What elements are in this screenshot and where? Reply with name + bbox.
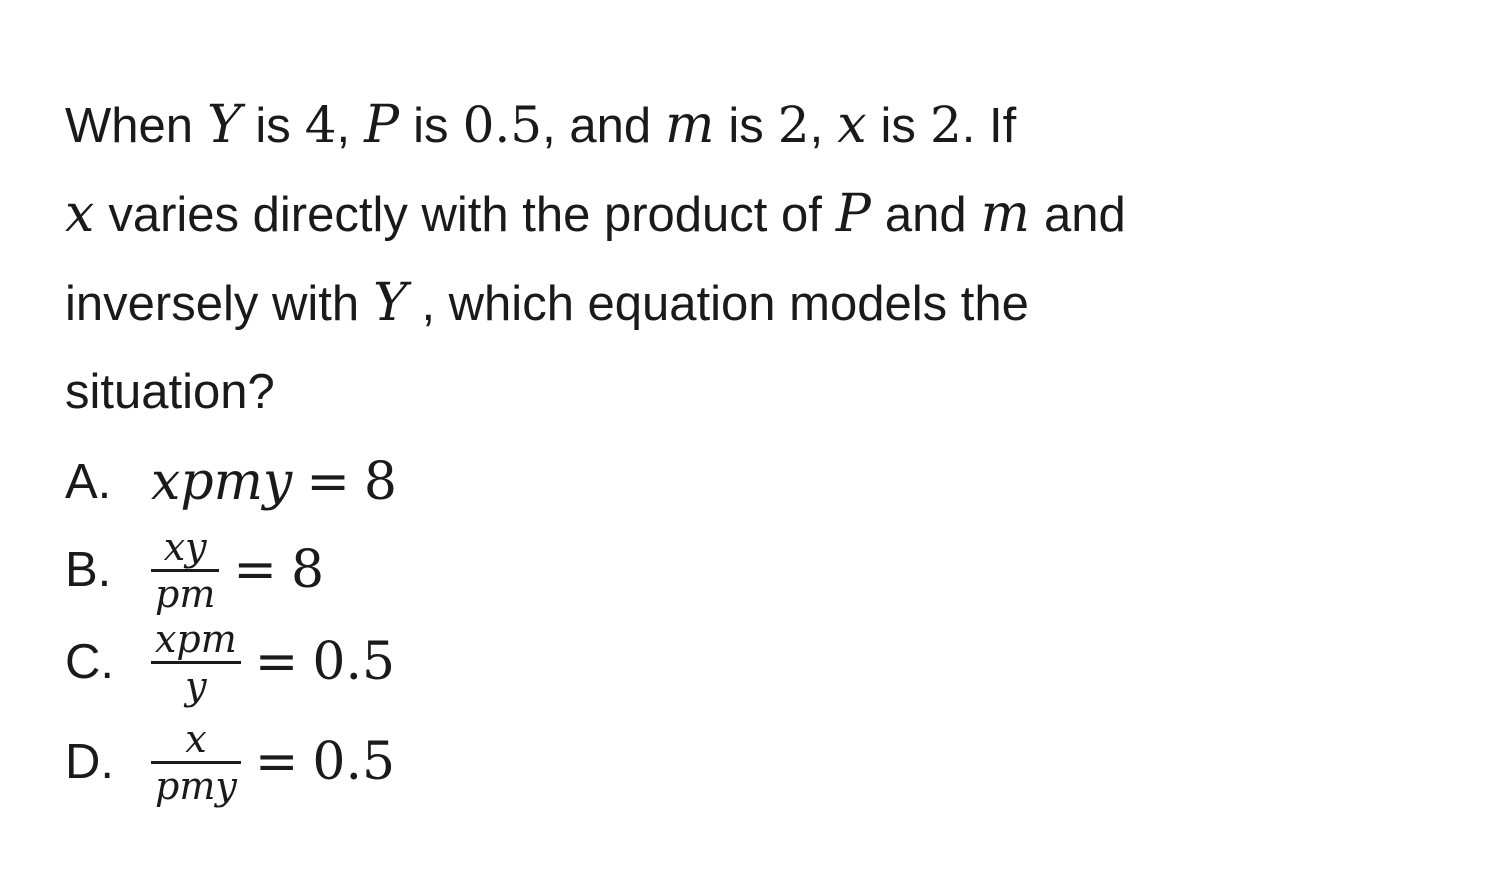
answer-option-d[interactable]	[65, 712, 395, 812]
math-number: 2	[777, 96, 810, 154]
math-variable: P	[835, 184, 871, 244]
equals-sign: =	[306, 452, 350, 512]
math-variable: Y	[207, 95, 242, 155]
math-number: 2	[929, 96, 962, 154]
question-text: ,	[336, 99, 351, 153]
question-text: and	[884, 188, 967, 242]
option-label: B.	[65, 543, 112, 597]
question-text: and	[1043, 188, 1126, 242]
option-label: D.	[65, 735, 114, 789]
answer-option-b[interactable]	[65, 520, 324, 620]
question-line-4	[65, 362, 275, 422]
fraction-numerator: xy	[163, 524, 207, 569]
equals-sign: =	[233, 540, 277, 600]
fraction	[151, 524, 219, 616]
question-text: is	[728, 99, 764, 153]
question-text: When	[65, 99, 194, 153]
question-text: is	[880, 99, 916, 153]
math-variable: m	[980, 184, 1030, 244]
question-text: . If	[961, 99, 1017, 153]
question-page	[65, 0, 1465, 892]
fraction	[151, 616, 241, 708]
fraction-denominator: pm	[155, 571, 216, 616]
question-text: , which equation models the	[421, 277, 1029, 331]
math-variable: P	[364, 95, 400, 155]
question-text: is	[255, 99, 291, 153]
answer-option-a[interactable]	[65, 432, 397, 532]
fraction-denominator: y	[185, 663, 207, 708]
question-text: inversely with	[65, 277, 360, 331]
question-text: is	[413, 99, 449, 153]
math-number: 0.5	[462, 96, 543, 154]
fraction-numerator: x	[185, 716, 207, 761]
question-line-3	[65, 273, 1029, 333]
fraction-numerator: xpm	[155, 616, 237, 661]
question-text: ,	[809, 99, 824, 153]
option-equation	[151, 452, 397, 512]
question-line-1	[65, 95, 1016, 155]
question-text: varies directly with the product of	[108, 188, 822, 242]
equation-rhs: 0.5	[312, 632, 396, 692]
fraction-denominator: pmy	[155, 763, 237, 808]
equals-sign: =	[254, 632, 299, 692]
equals-sign: =	[254, 732, 299, 792]
math-variable: Y	[373, 273, 408, 333]
equation-rhs: 0.5	[312, 732, 396, 792]
equation-lhs: xpmy	[151, 452, 293, 512]
question-text: , and	[542, 99, 652, 153]
answer-option-c[interactable]	[65, 612, 395, 712]
math-variable: m	[665, 95, 715, 155]
option-equation	[255, 632, 395, 692]
equation-rhs: 8	[363, 452, 397, 512]
option-equation	[233, 540, 324, 600]
math-number: 4	[304, 96, 337, 154]
question-text: situation?	[65, 365, 275, 419]
math-variable: x	[65, 184, 95, 244]
equation-rhs: 8	[290, 540, 325, 600]
math-variable: x	[837, 95, 867, 155]
question-line-2	[65, 184, 1126, 244]
option-equation	[255, 732, 395, 792]
option-label: A.	[65, 455, 112, 509]
fraction	[151, 716, 241, 808]
option-label: C.	[65, 635, 114, 689]
